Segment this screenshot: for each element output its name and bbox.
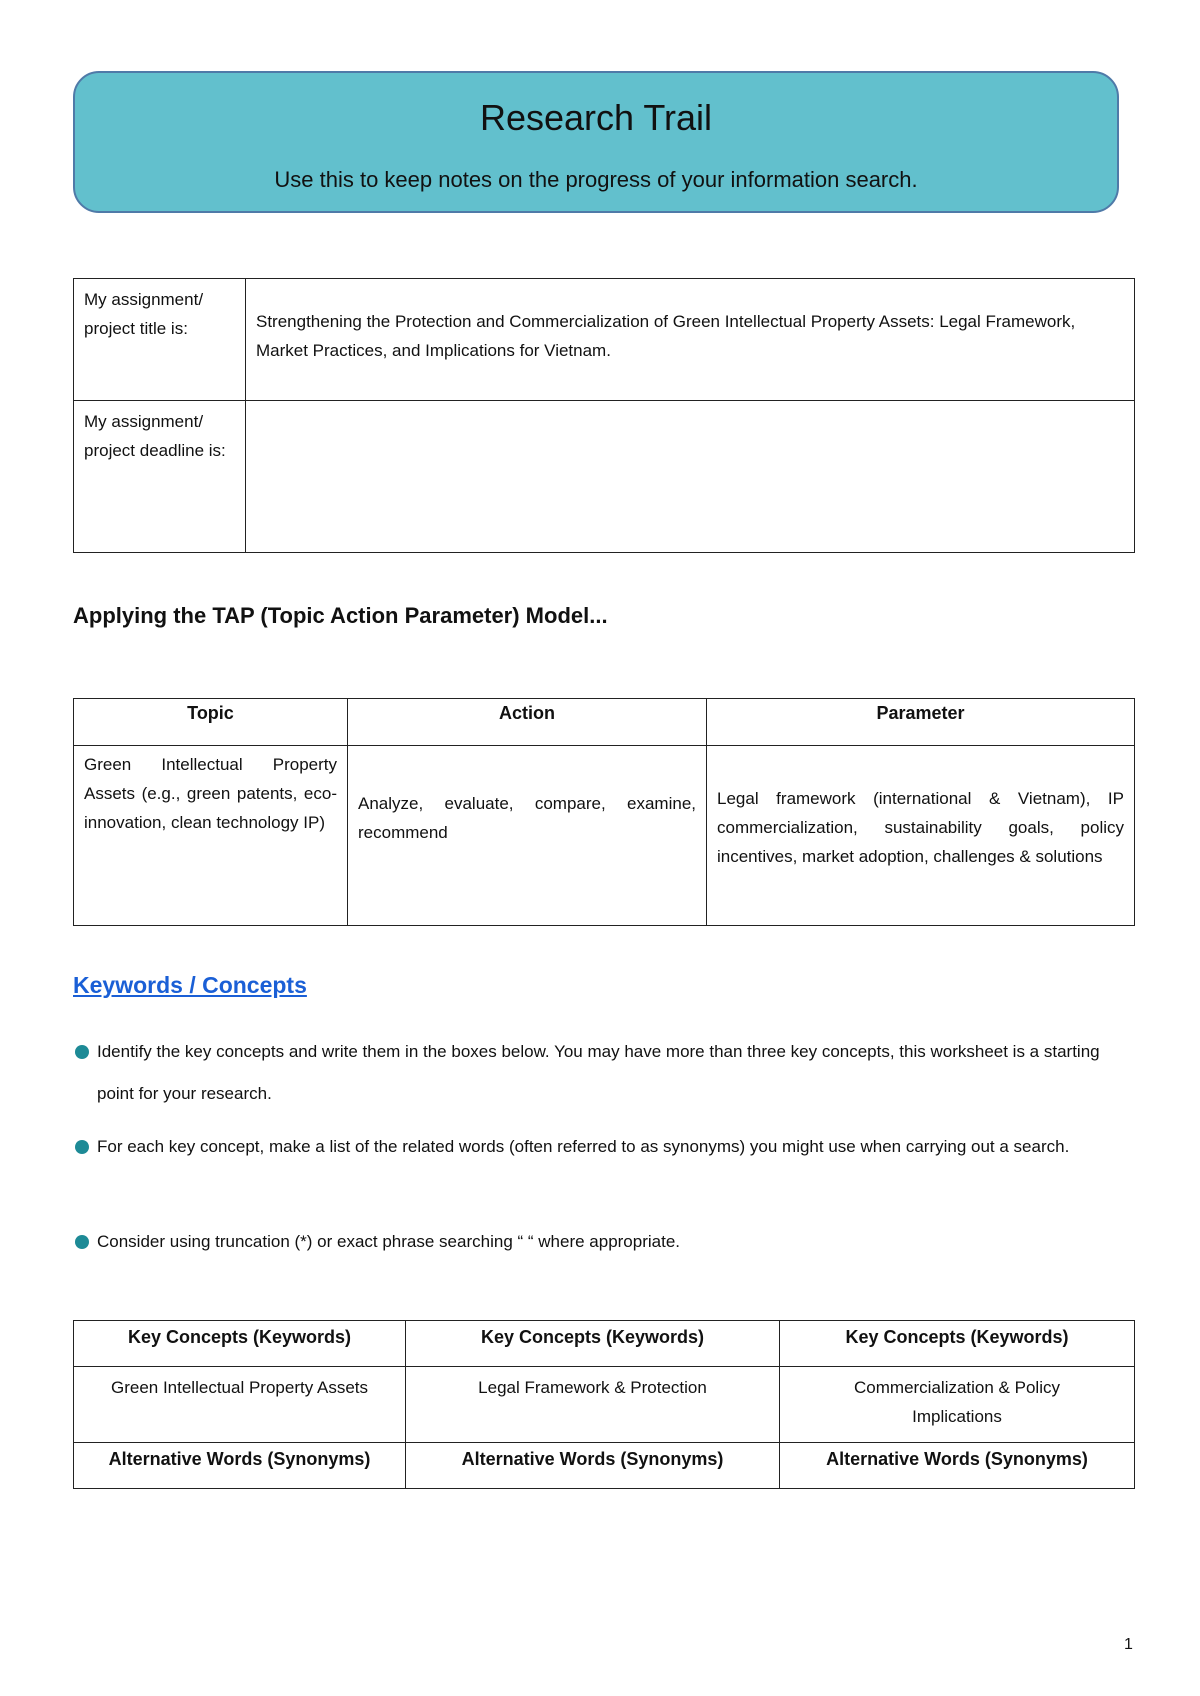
page-subtitle: Use this to keep notes on the progress of your information search.	[274, 167, 918, 192]
tap-header-parameter: Parameter	[707, 699, 1135, 746]
tap-header-topic: Topic	[74, 699, 348, 746]
tap-header-action: Action	[348, 699, 707, 746]
deadline-label: My assignment/ project deadline is:	[74, 401, 246, 553]
key-concept-header: Key Concepts (Keywords)	[780, 1321, 1135, 1367]
bullet-dot-icon	[75, 1235, 89, 1249]
synonyms-header: Alternative Words (Synonyms)	[74, 1443, 406, 1489]
title-label: My assignment/ project title is:	[74, 279, 246, 401]
tap-heading: Applying the TAP (Topic Action Parameter) Model...	[73, 603, 608, 628]
tap-table	[73, 698, 1135, 926]
tap-parameter-cell[interactable]: Legal framework (international & Vietnam), IP commercialization, sustainability goals, policy incentives, market adoption, challenges & solutions	[707, 746, 1135, 926]
assignment-info-table	[73, 278, 1135, 553]
header-banner	[73, 71, 1119, 213]
title-value[interactable]: Strengthening the Protection and Commercialization of Green Intellectual Property Assets: Legal Framework, Market Practices, and Implications for Vietnam.	[246, 279, 1135, 401]
key-concept-header: Key Concepts (Keywords)	[406, 1321, 780, 1367]
key-concept-cell[interactable]: Commercialization & Policy Implications	[780, 1367, 1135, 1443]
tap-action-cell[interactable]: Analyze, evaluate, compare, examine, recommend	[348, 746, 707, 926]
bullet-item: Identify the key concepts and write them in the boxes below. You may have more than three key concepts, this worksheet is a starting point for your research.	[75, 1031, 1127, 1115]
keywords-heading: Keywords / Concepts	[73, 972, 307, 998]
key-concept-header: Key Concepts (Keywords)	[74, 1321, 406, 1367]
key-concept-cell[interactable]: Green Intellectual Property Assets	[74, 1367, 406, 1443]
deadline-value[interactable]	[246, 401, 1135, 553]
bullet-dot-icon	[75, 1045, 89, 1059]
key-concepts-table	[73, 1320, 1135, 1489]
synonyms-header: Alternative Words (Synonyms)	[780, 1443, 1135, 1489]
synonyms-header: Alternative Words (Synonyms)	[406, 1443, 780, 1489]
page-number: 1	[1124, 1636, 1133, 1653]
page-title: Research Trail	[479, 97, 713, 138]
key-concept-cell[interactable]: Legal Framework & Protection	[406, 1367, 780, 1443]
bullet-item: Consider using truncation (*) or exact phrase searching “ “ where appropriate.	[75, 1221, 1127, 1263]
tap-topic-cell[interactable]: Green Intellectual Property Assets (e.g., green patents, eco-innovation, clean technology IP)	[74, 746, 348, 926]
bullet-dot-icon	[75, 1140, 89, 1154]
bullet-item: For each key concept, make a list of the related words (often referred to as synonyms) you might use when carrying out a search.	[75, 1126, 1127, 1168]
